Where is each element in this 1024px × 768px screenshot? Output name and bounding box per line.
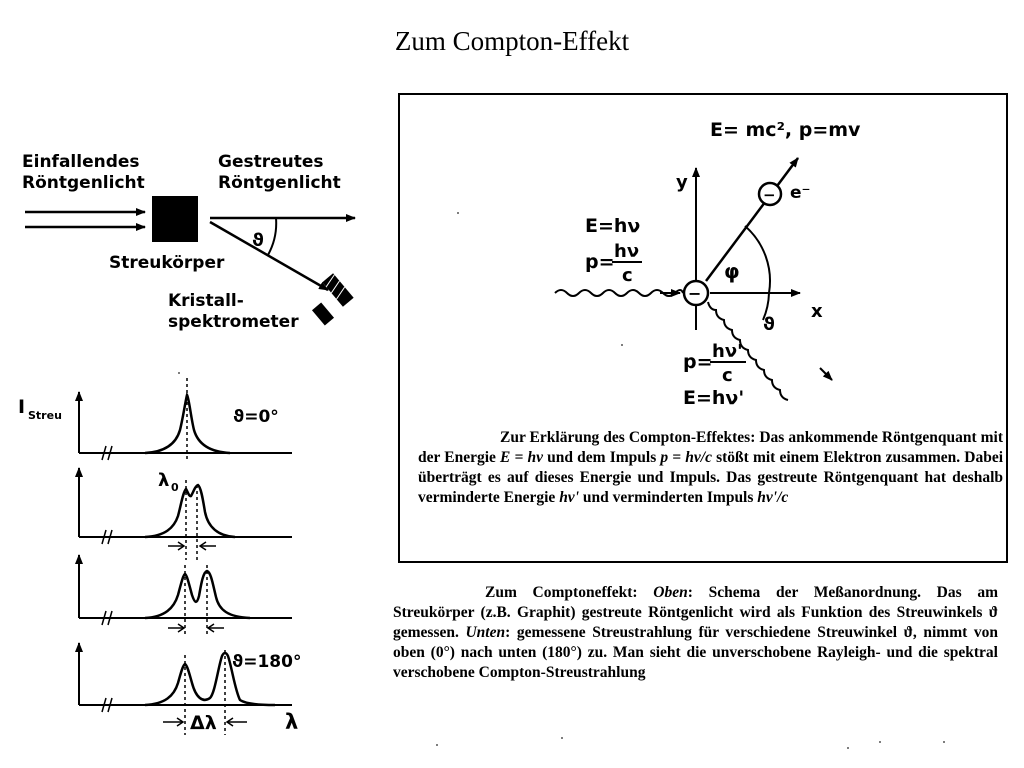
delta-lambda-label: Δλ xyxy=(190,712,217,734)
setup-diagram xyxy=(22,152,355,332)
incident-p-num: hν xyxy=(614,241,640,262)
electron-charge-moving: − xyxy=(763,186,776,204)
scatter-angle-arc xyxy=(268,218,276,255)
crystal-detector xyxy=(312,302,334,325)
incident-p-den: c xyxy=(622,265,633,286)
angle-top-label: ϑ=0° xyxy=(233,407,279,427)
y-axis-label-sub: Streu xyxy=(28,409,62,422)
incident-p-lhs: p= xyxy=(585,251,615,273)
angle-phi-label: φ xyxy=(724,259,740,283)
spectrometer-label-line1: Kristall- xyxy=(168,291,244,311)
scattered-p-lhs: p= xyxy=(683,351,713,373)
incident-energy: E=hν xyxy=(585,215,641,237)
x-axis-label: λ xyxy=(285,710,299,734)
scattered-p-num: hν' xyxy=(712,341,743,362)
x-axis-label: x xyxy=(811,301,823,322)
electron-equation: E= mc², p=mv xyxy=(710,119,861,141)
electron-charge-rest: − xyxy=(688,284,702,303)
scattered-energy: E=hν' xyxy=(683,387,745,409)
y-axis-label: I xyxy=(18,396,26,418)
scattered-label-line2: Röntgenlicht xyxy=(218,173,341,193)
angle-theta-label: ϑ xyxy=(763,314,775,335)
scattered-label-line1: Gestreutes xyxy=(218,152,324,172)
spectra-diagram xyxy=(18,378,301,735)
scatterer-label: Streukörper xyxy=(109,253,225,273)
lambda0-label: λ xyxy=(158,470,170,491)
incident-label-line1: Einfallendes xyxy=(22,152,140,172)
electron-label: e⁻ xyxy=(790,183,811,203)
spectrum-panel-2 xyxy=(79,468,292,560)
y-axis-label: y xyxy=(676,172,688,193)
box-caption: Zur Erklärung des Compton-Effektes: Das ankommende Röntgenquant mit der Energie E = hν und dem Impuls p = hν/c stößt mit einem Elektron zusammen. Dabei überträgt es auf dieses Energie und Impuls. Das gestreute Röntgenquant hat deshalb verminderte Energie hν' und verminderten Impuls hν'/c xyxy=(418,429,1004,506)
spectrum-panel-3 xyxy=(79,555,292,635)
lambda0-sub: 0 xyxy=(171,481,179,494)
scatter-angle-symbol: ϑ xyxy=(252,230,264,251)
slide-title: Zum Compton-Effekt xyxy=(394,26,630,56)
spectrometer-label-line2: spektrometer xyxy=(168,312,299,332)
spectrum-panel-4 xyxy=(79,643,301,735)
spectrum-panel-1 xyxy=(79,378,292,460)
scattered-p-den: c xyxy=(722,365,733,386)
incident-label-line2: Röntgenlicht xyxy=(22,173,145,193)
scattered-ray-deflected xyxy=(210,222,328,290)
scatterer-block xyxy=(152,196,198,242)
figure-caption: Zum Comptoneffekt: Oben: Schema der Meßanordnung. Das am Streukörper (z.B. Graphit) gestreute Röntgenlicht wird als Funktion des Streuwinkels ϑ gemessen. Unten: gemessene Streustrahlung für verschiedene Streuwinkel ϑ, nimmt von oben (0°) nach unten (180°) zu. Man sieht die unverschobene Rayleigh- und die spektral verschobene Compton-Streustrahlung xyxy=(393,584,999,681)
angle-bottom-label: ϑ=180° xyxy=(232,652,302,672)
